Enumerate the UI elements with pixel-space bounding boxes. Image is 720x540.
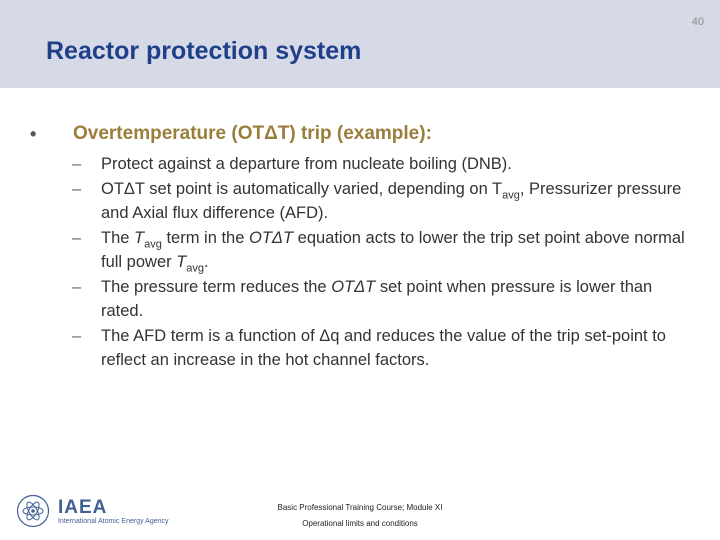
list-item: – The $T_{avg}$ term in the OTΔT equation acts to lower the trip set point above normal full power $T_{avg}$. (30, 226, 690, 274)
dash-icon: – (72, 155, 82, 173)
slide-title: Reactor protection system (46, 37, 362, 65)
dash-icon: – (72, 327, 82, 345)
list-item: – The AFD term is a function of Δq and reduces the value of the trip set-point to reflect an increase in the hot channel factors. (30, 324, 690, 372)
slide-content (30, 122, 690, 373)
footer-course: Basic Professional Training Course; Module XI (277, 503, 443, 512)
logo-text: IAEA (58, 497, 108, 518)
page-number: 40 (691, 16, 704, 28)
bullet-heading (30, 122, 690, 146)
bullet-heading-text: Overtemperature (OTΔT) trip (example): (73, 123, 432, 144)
atom-emblem-icon (16, 494, 50, 528)
list-item: – The pressure term reduces the OTΔT set point when pressure is lower than rated. (30, 275, 690, 323)
bullet-dot-icon: • (30, 124, 37, 144)
dash-icon: – (72, 229, 82, 247)
list-item: – Protect against a departure from nucleate boiling (DNB). (30, 152, 690, 176)
header-band (0, 0, 720, 88)
logo-subtext: International Atomic Energy Agency (58, 518, 169, 525)
iaea-logo (16, 494, 176, 530)
dash-icon: – (72, 180, 82, 198)
dash-icon: – (72, 278, 82, 296)
sub-list (30, 152, 690, 372)
footer-topic: Operational limits and conditions (302, 519, 418, 528)
list-item: – OTΔT set point is automatically varied, depending on $T_{avg}$, Pressurizer pressure and Axial flux difference (AFD). (30, 177, 690, 225)
